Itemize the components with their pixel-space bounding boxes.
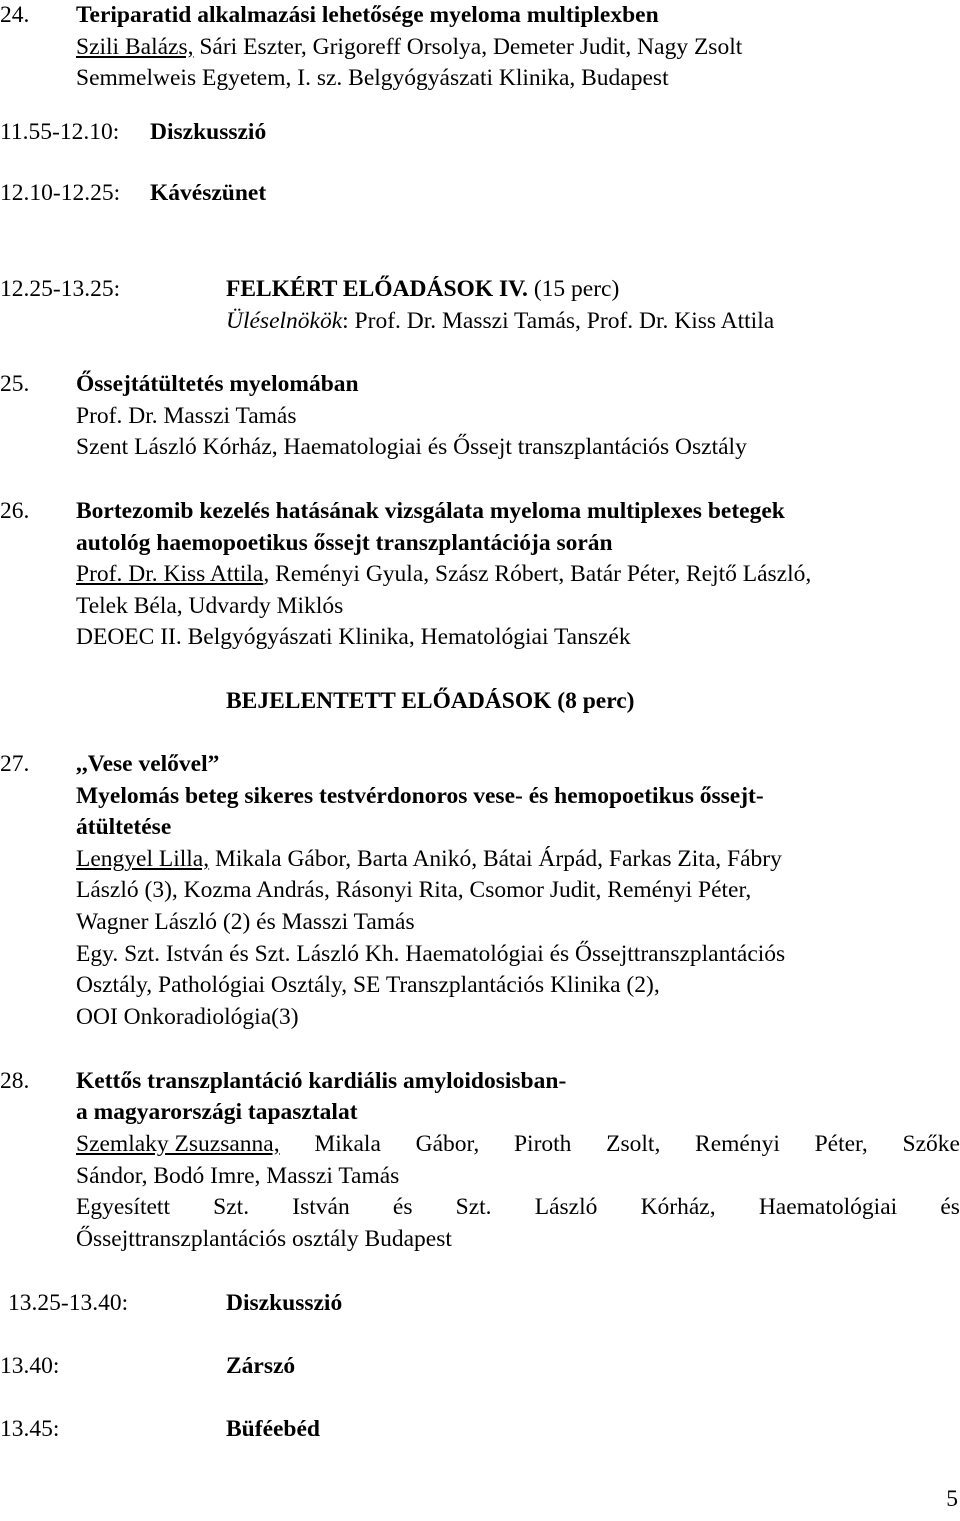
session-duration: (15 perc) (533, 276, 620, 302)
item-26-institution: DEOEC II. Belgyógyászati Klinika, Hematológiai Tanszék (76, 624, 631, 650)
lunch-time: 13.45: (0, 1416, 60, 1442)
item-28-author-word: Mikala (314, 1131, 381, 1157)
item-25-number: 25. (0, 371, 30, 397)
coffee-break-time: 12.10-12.25: (0, 180, 121, 206)
session-chairs-label: Üléselnökök (226, 308, 343, 334)
item-27-title-line-2: átültetése (76, 814, 172, 840)
item-28-institution-word: Szt. (455, 1194, 492, 1220)
item-28-institution-word: László (534, 1194, 598, 1220)
item-28-author-word: Péter, (814, 1131, 868, 1157)
item-24-number: 24. (0, 2, 30, 28)
item-27-quote-title: ,,Vese velővel” (76, 751, 220, 777)
item-24-coauthors: Sári Eszter, Grigoreff Orsolya, Demeter Judit, Nagy Zsolt (193, 34, 743, 60)
item-27-institution-line-2: Osztály, Pathológiai Osztály, SE Transzplantációs Klinika (2), (76, 972, 660, 998)
discussion-2-label: Diszkusszió (226, 1290, 343, 1316)
item-27-authors-line-3: Wagner László (2) és Masszi Tamás (76, 909, 415, 935)
session-chairs-names: : Prof. Dr. Masszi Tamás, Prof. Dr. Kiss Attila (342, 308, 775, 334)
item-28-presenter: Szemlaky Zsuzsanna, (76, 1131, 280, 1157)
item-24-institution: Semmelweis Egyetem, I. sz. Belgyógyászati Klinika, Budapest (76, 65, 669, 91)
item-28-number: 28. (0, 1068, 30, 1094)
session-heading (226, 278, 619, 302)
item-26-authors-line-1 (76, 563, 811, 587)
item-28-author-word: Szőke (902, 1131, 960, 1157)
item-27-number: 27. (0, 751, 30, 777)
item-27-title-line-1: Myelomás beteg sikeres testvérdonoros vese- és hemopoetikus őssejt- (76, 783, 764, 809)
item-25-institution: Szent László Kórház, Haematologiai és Őssejt transzplantációs Osztály (76, 434, 747, 460)
item-26-presenter: Prof. Dr. Kiss Attila (76, 561, 264, 587)
item-28-author-word: Gábor, (415, 1131, 480, 1157)
item-27-institution-line-3: OOI Onkoradiológia(3) (76, 1004, 299, 1030)
item-28-author-word: Reményi (695, 1131, 780, 1157)
item-28-institution-word: István (292, 1194, 350, 1220)
item-24-authors (76, 36, 742, 60)
item-28-institution-word: Haematológiai (758, 1194, 898, 1220)
session-time: 12.25-13.25: (0, 276, 121, 302)
session-chairs (226, 310, 774, 334)
item-28-author-word: Piroth (513, 1131, 572, 1157)
item-27-presenter: Lengyel Lilla, (76, 846, 210, 872)
lunch-label: Büféebéd (226, 1416, 320, 1442)
item-28-institution-word: Egyesített (76, 1194, 170, 1220)
item-28-institution-word: Szt. (213, 1194, 250, 1220)
item-28-institution-line-1 (76, 1196, 960, 1220)
closing-label: Zárszó (226, 1353, 296, 1379)
item-28-title-line-1: Kettős transzplantáció kardiális amyloidosisban- (76, 1068, 567, 1094)
announced-talks-heading: BEJELENTETT ELŐADÁSOK (8 perc) (226, 688, 635, 714)
item-27-institution-line-1: Egy. Szt. István és Szt. László Kh. Haematológiai és Őssejttranszplantációs (76, 941, 786, 967)
item-28-author-word: Zsolt, (606, 1131, 661, 1157)
page-number: 5 (946, 1486, 958, 1512)
item-26-authors-line-2: Telek Béla, Udvardy Miklós (76, 593, 344, 619)
item-28-institution-word: és (940, 1194, 960, 1220)
discussion-1-time: 11.55-12.10: (0, 119, 120, 145)
item-25-title: Őssejtátültetés myelomában (76, 371, 359, 397)
session-title: FELKÉRT ELŐADÁSOK IV. (226, 276, 528, 302)
item-27-authors-line-1 (76, 848, 782, 872)
item-28-institution-line-2: Őssejttranszplantációs osztály Budapest (76, 1226, 452, 1252)
item-24-presenter: Szili Balázs, (76, 34, 194, 60)
closing-time: 13.40: (0, 1353, 60, 1379)
item-28-institution-word: Kórház, (640, 1194, 716, 1220)
item-28-authors-line-2: Sándor, Bodó Imre, Masszi Tamás (76, 1163, 400, 1189)
item-27-coauthors: Mikala Gábor, Barta Anikó, Bátai Árpád, Farkas Zita, Fábry (209, 846, 782, 872)
item-26-coauthors: , Reményi Gyula, Szász Róbert, Batár Péter, Rejtő László, (263, 561, 812, 587)
item-26-title-line-1: Bortezomib kezelés hatásának vizsgálata myeloma multiplexes betegek (76, 498, 785, 524)
item-28-authors-line-1 (76, 1133, 960, 1157)
item-27-authors-line-2: László (3), Kozma András, Rásonyi Rita, Csomor Judit, Reményi Péter, (76, 877, 752, 903)
item-28-institution-word: és (392, 1194, 413, 1220)
item-26-number: 26. (0, 498, 30, 524)
item-25-authors: Prof. Dr. Masszi Tamás (76, 403, 297, 429)
discussion-2-time: 13.25-13.40: (8, 1290, 129, 1316)
item-24-title: Teriparatid alkalmazási lehetősége myeloma multiplexben (76, 2, 659, 28)
discussion-1-label: Diszkusszió (150, 119, 267, 145)
item-26-title-line-2: autológ haemopoetikus őssejt transzplantációja során (76, 530, 613, 556)
coffee-break-label: Kávészünet (150, 180, 267, 206)
item-28-title-line-2: a magyarországi tapasztalat (76, 1099, 358, 1125)
